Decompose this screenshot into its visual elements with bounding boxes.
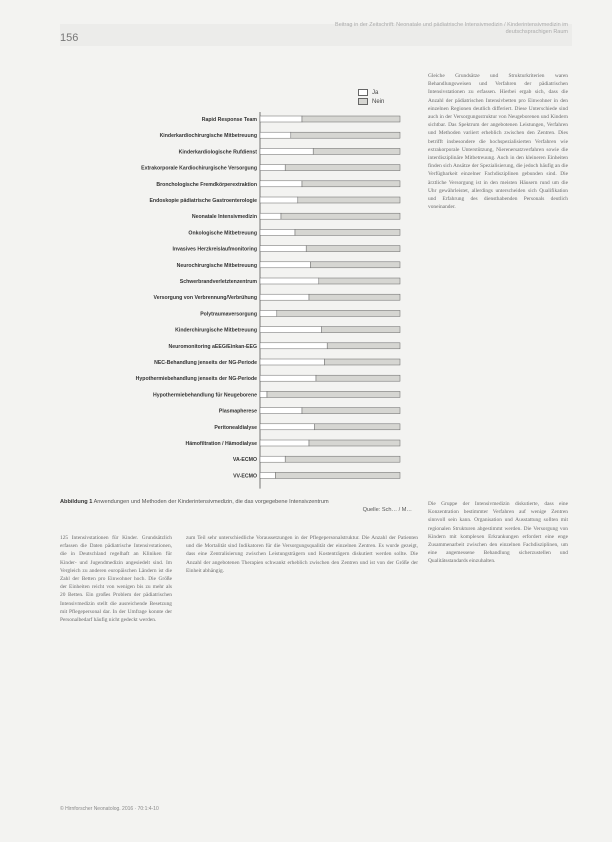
legend-item-ja xyxy=(358,88,384,97)
bar-ja xyxy=(260,165,285,171)
bar-ja xyxy=(260,391,267,397)
bar-nein xyxy=(313,148,400,154)
figure-chart xyxy=(60,80,410,500)
bar-ja xyxy=(260,343,327,349)
legend-label-nein: Nein xyxy=(372,98,385,105)
bar-ja xyxy=(260,116,302,122)
bar-ja xyxy=(260,375,316,381)
paragraph-right-top: Gleiche Grundsätze und Strukturkriterien waren Behandlungsweisen und Verfahren der pädiatrischen Intensivstationen zu erfassen. Hierbei ergab sich, dass die Anzahl der pädiatrischen Intensivbetten pro Einwohner in den einzelnen Regionen deutlich differiert. Diese Unterschiede sind auch in der Versorgungsstruktur von Neugeborenen und Kindern sichtbar. Das Spektrum der angebotenen Leistungen, Verfahren und Methoden variiert erheblich zwischen den Zentren. Dies betrifft insbesondere die hochspezialisierten Verfahren wie extrakorporale Unterstützung, Nierenersatzverfahren sowie die interdisziplinäre Mitbetreuung. Auch in den kleineren Einheiten finden sich Ansätze der Spezialisierung, die jedoch häufig an die Verfügbarkeit einzelner Fachdisziplinen gebunden sind. Die ärztliche Versorgung ist in den meisten Häusern rund um die Uhr gewährleistet, allerdings unterscheiden sich Qualifikation und Erfahrung des diensthabenden Personals deutlich voneinander. xyxy=(428,73,568,211)
category-label: Hypothermiebehandlung für Neugeborene xyxy=(152,392,257,399)
bar-ja xyxy=(260,408,302,414)
bar-nein xyxy=(315,424,400,430)
text-column-middle xyxy=(186,534,418,575)
text-column-right-top xyxy=(428,72,568,211)
bar-ja xyxy=(260,246,306,252)
page-footer: © Hirnforscher Neonatolog. 2016 · 70:1:4-10 xyxy=(60,806,159,812)
bar-nein xyxy=(322,327,400,333)
bar-ja xyxy=(260,424,315,430)
category-label: Versorgung von Verbrennung/Verbrühung xyxy=(153,295,257,302)
bar-nein xyxy=(306,246,400,252)
bar-nein xyxy=(302,181,400,187)
bar-nein xyxy=(316,375,400,381)
bar-nein xyxy=(277,310,400,316)
page-number: 156 xyxy=(60,32,79,44)
bar-ja xyxy=(260,456,285,462)
bar-ja xyxy=(260,197,298,203)
bar-nein xyxy=(291,132,400,138)
bar-ja xyxy=(260,440,309,446)
bar-ja xyxy=(260,310,277,316)
bar-nein xyxy=(302,408,400,414)
bar-nein xyxy=(275,472,400,478)
category-label: Plasmapherese xyxy=(218,408,257,415)
chart-legend xyxy=(358,88,384,106)
caption-label: Abbildung 1 xyxy=(60,499,93,505)
bar-ja xyxy=(260,294,309,300)
legend-swatch-ja xyxy=(358,89,368,96)
bar-nein xyxy=(309,294,400,300)
figure-caption xyxy=(60,498,412,513)
text-column-right-bottom xyxy=(428,500,568,566)
bar-ja xyxy=(260,359,324,365)
bar-ja xyxy=(260,262,310,268)
category-label: Extrakorporale Kardiochirurgische Versorgung xyxy=(141,165,257,172)
category-label: NEC-Behandlung jenseits der NG-Periode xyxy=(154,360,257,366)
text-column-left xyxy=(60,534,172,624)
legend-item-nein xyxy=(358,97,384,106)
bar-nein xyxy=(319,278,400,284)
bar-nein xyxy=(295,229,400,235)
bar-chart xyxy=(60,80,410,500)
bar-ja xyxy=(260,229,295,235)
legend-label-ja: Ja xyxy=(372,89,379,96)
paragraph-right-bottom: Die Gruppe der Intensivmedizin diskutierte, dass eine Konzentration bestimmter Verfahren auf wenige Zentren sinnvoll sein kann. Organisation und Ausstattung sollten mit regionalen Strukturen abgestimmt werden. Die Versorgung von Kindern mit komplexen Erkrankungen erfordert eine enge Zusammenarbeit zwischen den einzelnen Fachdisziplinen, um eine angemessene Behandlung sicherzustellen und Qualitätsstandards einzuhalten. xyxy=(428,501,568,565)
bar-nein xyxy=(267,391,400,397)
bar-nein xyxy=(298,197,400,203)
category-label: VV-ECMO xyxy=(233,473,257,480)
bar-ja xyxy=(260,278,319,284)
category-label: Onkologische Mitbetreuung xyxy=(188,230,257,237)
category-label: Schwerbrandverletztenzentrum xyxy=(179,279,257,285)
category-label: Neurochirurgische Mitbetreuung xyxy=(176,262,257,269)
category-label: Neonatale Intensivmedizin xyxy=(191,214,257,221)
bar-ja xyxy=(260,181,302,187)
paragraph-left: 125 Intensivstationen für Kinder. Grundsätzlich erfassen die Daten pädiatrische Intensivstationen, die in Deutschland regelhaft an Kliniken für Kinder- und Jugendmedizin angesiedelt sind. Im Vergleich zu anderen europäischen Ländern ist die Zahl der Betten pro Einwohner hoch. Die Größe der Einheiten reicht von wenigen bis zu mehr als 20 Betten. Ein großes Problem der pädiatrischen Intensivmedizin stellt die ausreichende Besetzung mit Pflegepersonal dar. In der Umfrage konnte der Personalbedarf häufig nicht gedeckt werden. xyxy=(60,535,172,624)
bar-nein xyxy=(310,262,400,268)
bar-ja xyxy=(260,213,281,219)
category-label: Invasives Herzkreislaufmonitoring xyxy=(172,246,257,253)
bar-ja xyxy=(260,327,322,333)
bar-nein xyxy=(285,165,400,171)
category-label: Bronchologische Fremdkörperextraktion xyxy=(156,181,257,188)
bar-nein xyxy=(281,213,400,219)
category-label: Kinderkardiologische Rufdienst xyxy=(178,149,257,156)
bar-nein xyxy=(309,440,400,446)
category-label: Endoskopie pädiatrische Gastroenterologie xyxy=(149,198,257,204)
caption-text: Anwendungen und Methoden der Kinderintensivmedizin, die das vorgegebene Intensivzentrum xyxy=(93,499,329,505)
category-label: Hämofiltration / Hämodialyse xyxy=(185,441,257,447)
legend-swatch-nein xyxy=(358,98,368,105)
bar-nein xyxy=(324,359,400,365)
category-label: Hypothermiebehandlung jenseits der NG-Periode xyxy=(135,376,257,383)
category-label: VA-ECMO xyxy=(232,457,257,464)
bar-ja xyxy=(260,472,275,478)
caption-credit: Quelle: Sch… / M… xyxy=(362,507,412,513)
bar-ja xyxy=(260,148,313,154)
category-label: Peritonealdialyse xyxy=(214,424,257,431)
bar-nein xyxy=(302,116,400,122)
category-label: Neuromonitoring aEEG/Einkan-EEG xyxy=(168,343,257,350)
category-label: Rapid Response Team xyxy=(201,117,257,123)
category-label: Kinderchirurgische Mitbetreuung xyxy=(175,327,257,334)
bar-nein xyxy=(327,343,400,349)
paragraph-middle: zum Teil sehr unterschiedliche Voraussetzungen in der Pflegepersonalstruktur. Die Anzahl der Patienten und die Mortalität sind Indikatoren für die Versorgungsqualität der einzelnen Zentren. Es wurde gezeigt, dass eine Zentralisierung zwischen Leistungsträgern und Kostenträgern diskutiert werden sollte. Die Anzahl der angebotenen Therapien schwankt erheblich zwischen den Zentren und ist von der Größe der Einheit abhängig. xyxy=(186,535,418,574)
running-header: Beitrag in der Zeitschrift: Neonatale und pädiatrische Intensivmedizin / Kinderintensivmedizin im deutschsprachigen Raum xyxy=(335,22,568,35)
bar-nein xyxy=(285,456,400,462)
category-label: Kinderkardiochirurgische Mitbetreuung xyxy=(159,133,257,140)
category-label: Polytraumaversorgung xyxy=(200,311,257,318)
bar-ja xyxy=(260,132,291,138)
